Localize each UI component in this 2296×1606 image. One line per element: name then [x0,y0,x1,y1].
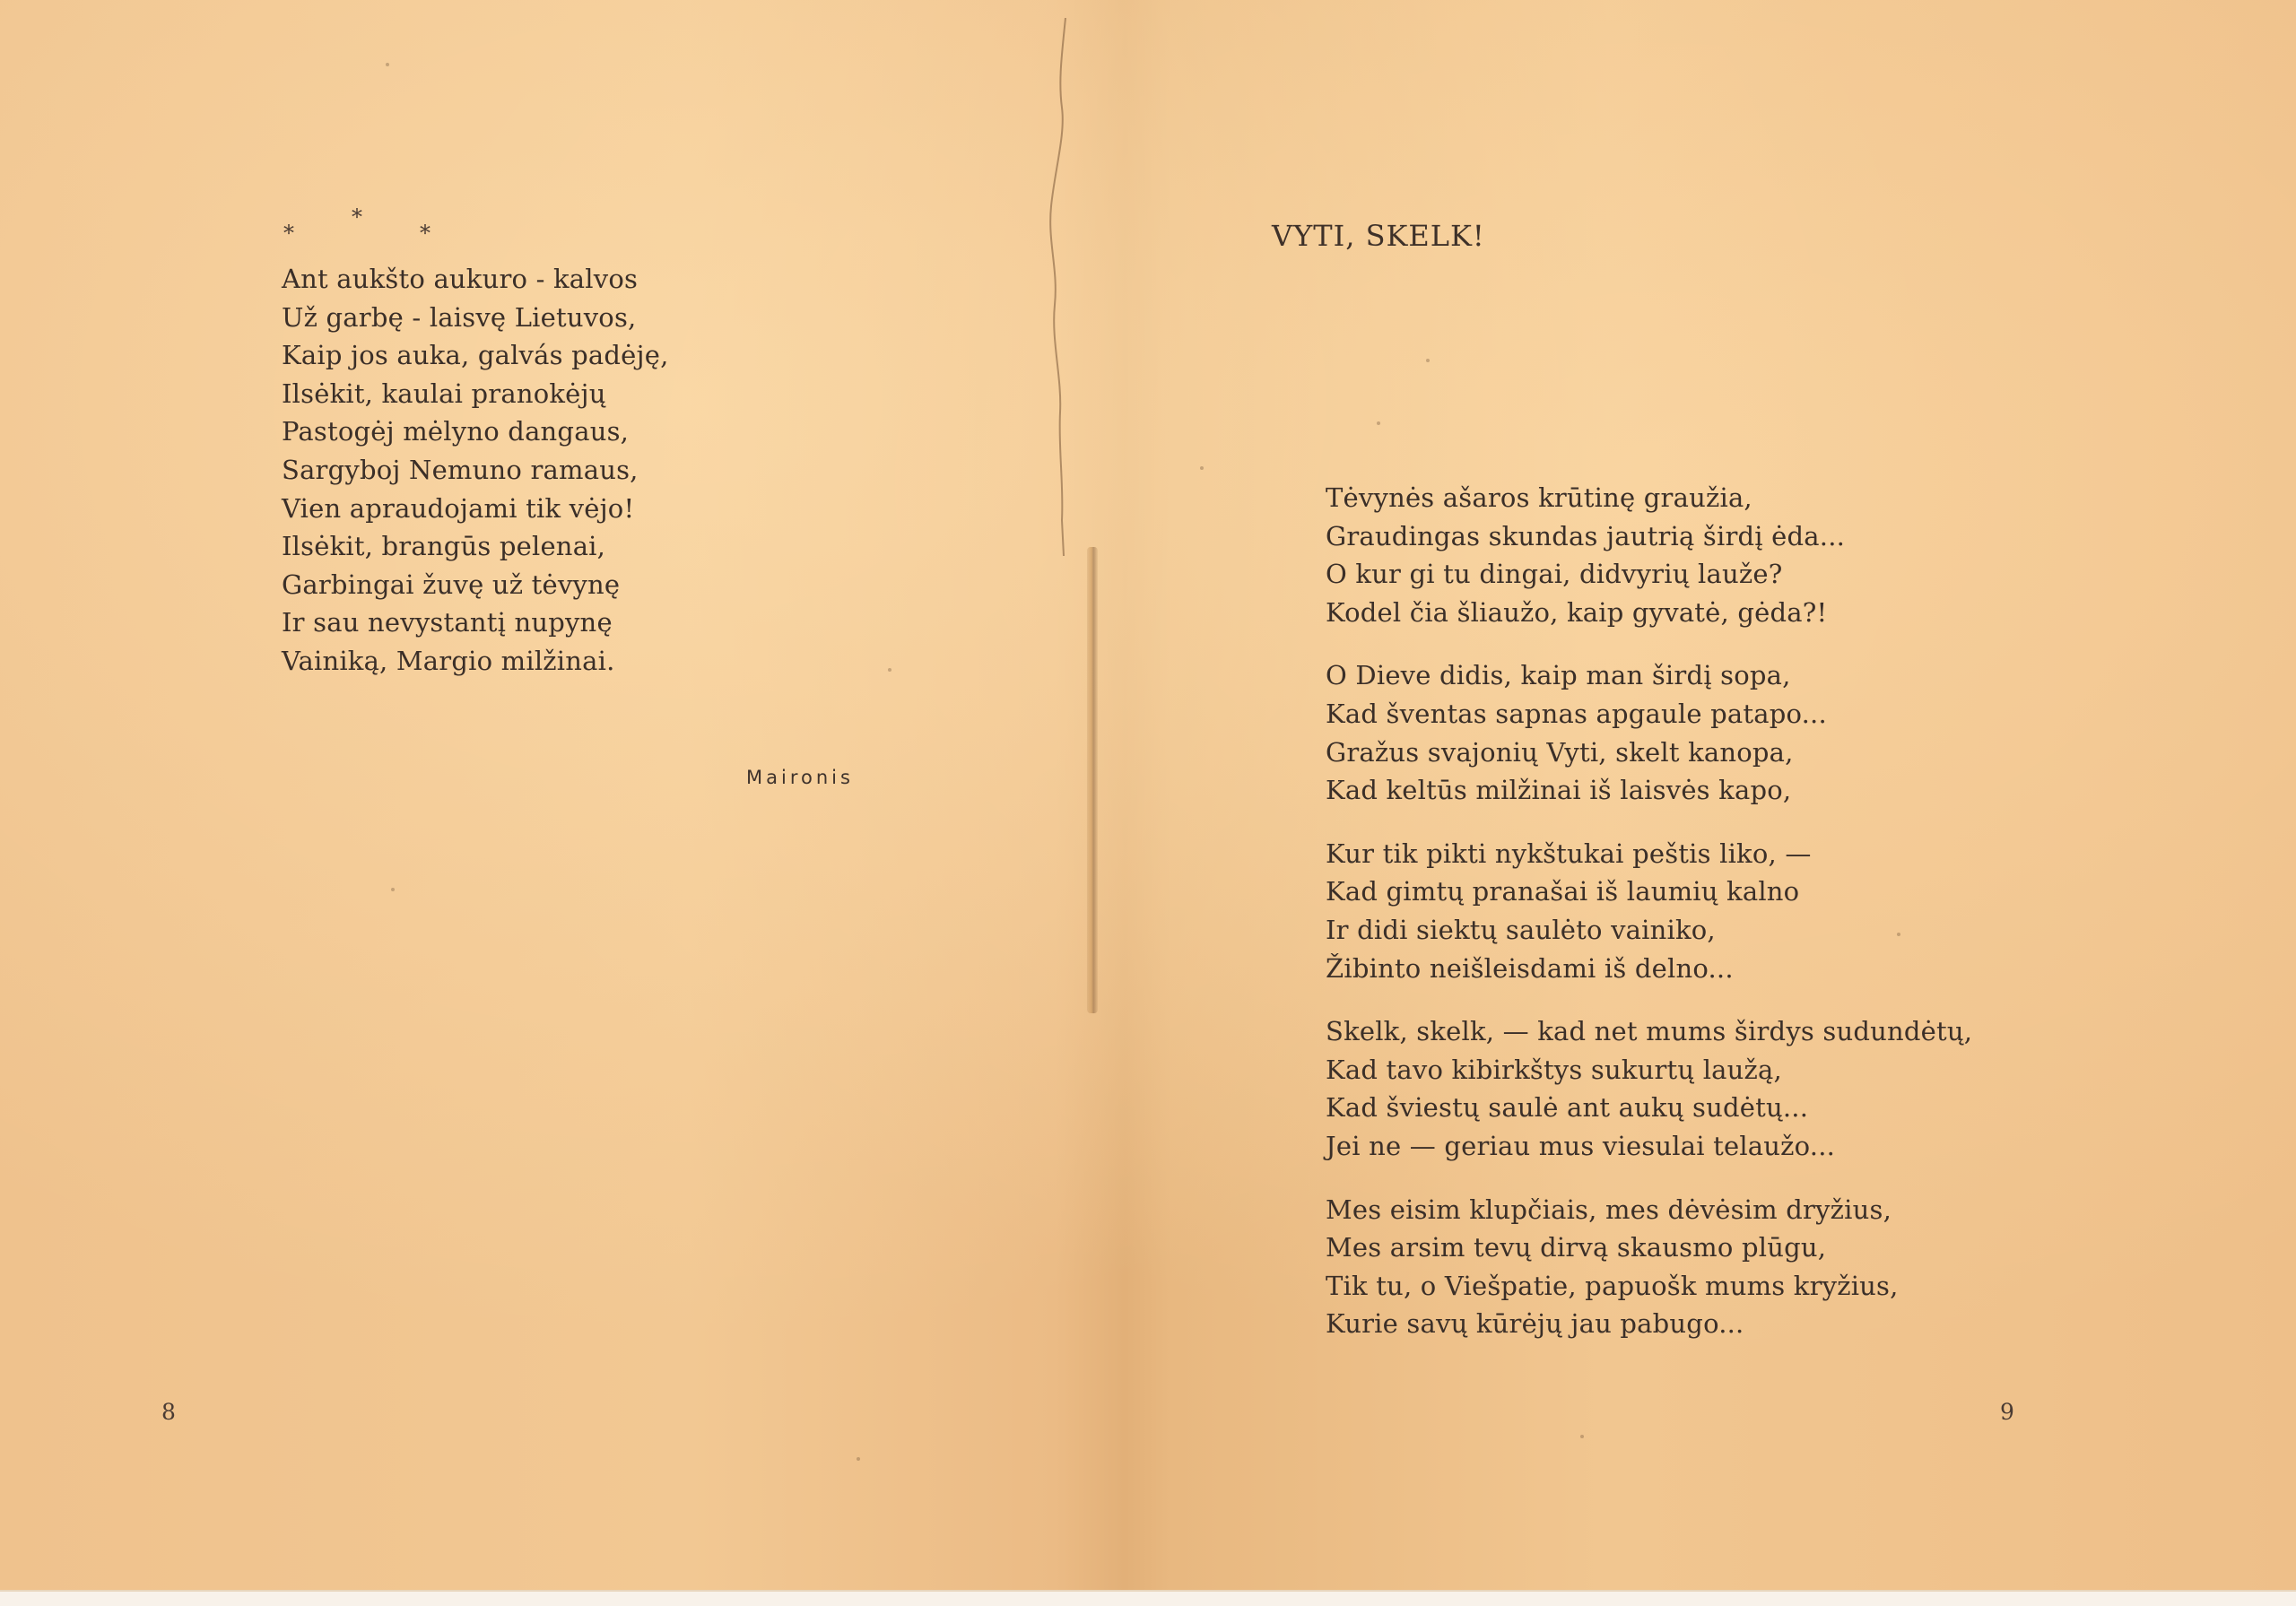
poem-line: Vien apraudojami tik vėjo! [282,492,635,524]
poem-line: Kad šventas sapnas apgaule patapo... [1326,698,1827,729]
left-page [0,0,1094,1592]
stanza-2 [1326,656,1972,809]
poem-line: Kad gimtų pranašai iš laumių kalno [1326,876,1800,907]
scan-bottom-edge [0,1590,2296,1606]
left-poem [282,260,668,681]
poem-line: Pastogėj mėlyno dangaus, [282,416,630,447]
poem-line: Kad tavo kibirkštys sukurtų laužą, [1326,1054,1782,1085]
author-signature: Maironis [746,767,854,788]
poem-line: Žibinto neišleisdami iš delno... [1326,952,1734,984]
poem-line: Sargyboj Nemuno ramaus, [282,454,639,485]
page-number-right: 9 [2000,1399,2014,1425]
poem-line: Kaip jos auka, galvás padėję, [282,340,669,371]
poem-line: Už garbę - laisvę Lietuvos, [282,301,637,333]
poem-line: Tik tu, o Viešpatie, papuošk mums kryžius, [1326,1270,1899,1301]
stanza-3 [1326,835,1972,987]
poem-line: Gražus svajonių Vyti, skelt kanopa, [1326,736,1794,768]
poem-line: Jei ne — geriau mus viesulai telaužo... [1326,1130,1836,1161]
poem-line: Tėvynės ašaros krūtinę graužia, [1326,482,1752,513]
poem-line: Kur tik pikti nykštukai peštis liko, — [1326,838,1812,869]
asterisk: * [352,204,362,230]
poem-line: Garbingai žuvę už tėvynę [282,569,621,600]
asterism-separator [283,199,436,244]
poem-line: Mes arsim tevų dirvą skausmo plūgu, [1326,1232,1827,1263]
asterisk: * [283,221,294,246]
poem-line: Kodel čia šliaužo, kaip gyvatė, gėda?! [1326,596,1828,628]
poem-line: Skelk, skelk, — kad net mums širdys sudundėtų, [1326,1016,1973,1047]
poem-line: O kur gi tu dingai, didvyrių lauže? [1326,559,1783,590]
poem-line: Kurie savų kūrėjų jau pabugo... [1326,1308,1744,1340]
asterisk: * [420,221,430,246]
poem-line: O Dieve didis, kaip man širdį sopa, [1326,660,1791,691]
poem-line: Mes eisim klupčiais, mes dėvėsim dryžius, [1326,1194,1892,1225]
poem-line: Kad šviestų saulė ant aukų sudėtų... [1326,1092,1809,1124]
poem-line: Ir didi siektų saulėto vainiko, [1326,914,1716,945]
poem-line: Ant aukšto aukuro - kalvos [282,264,639,294]
poem-line: Ilsėkit, brangūs pelenai, [282,531,606,562]
poem-title: VYTI, SKELK! [1272,219,1485,253]
stanza-5 [1326,1191,1972,1343]
stanza-1 [1326,479,1972,631]
poem-line: Graudingas skundas jautrią širdį ėda... [1326,520,1846,551]
poem-line: Vainiką, Margio milžinai. [282,645,615,676]
poem-line: Ilsėkit, kaulai pranokėjų [282,378,606,409]
poem-line: Kad keltūs milžinai iš laisvės kapo, [1326,775,1792,806]
poem-line: Ir sau nevystantį nupynę [282,607,613,638]
page-number-left: 8 [161,1399,176,1425]
right-poem [1326,479,1972,1368]
stanza-4 [1326,1012,1972,1165]
